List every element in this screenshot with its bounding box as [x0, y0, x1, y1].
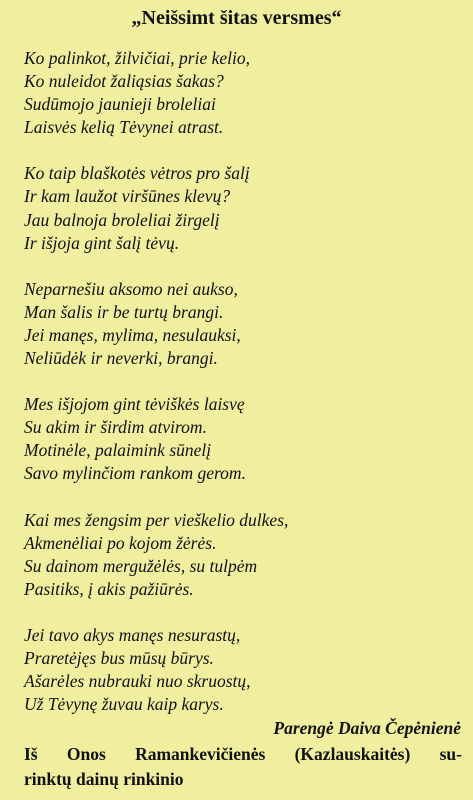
verse-line: Su dainom mergužėlės, su tulpėm	[24, 555, 258, 576]
verse-line: Kai mes žengsim per vieškelio dulkes,	[24, 509, 289, 530]
stanza	[24, 393, 464, 485]
poem-title: „Neišsimt šitas versmes“	[131, 7, 342, 29]
source-word: Iš	[24, 744, 38, 764]
verse-line: Neparnešiu aksomo nei aukso,	[24, 278, 238, 299]
verse-line: Pasitiks, į akis pažiūrės.	[24, 578, 194, 599]
verse-line: Sudūmojo jaunieji broleliai	[24, 94, 216, 115]
verse-line: Mes išjojom gint tėviškės laisvę	[24, 394, 245, 415]
stanza	[24, 278, 464, 370]
verse-line: Ko nuleidot žaliąsias šakas?	[24, 71, 224, 92]
verse-line: Ko taip blaškotės vėtros pro šalį	[24, 163, 250, 184]
source-line-2: rinktų dainų rinkinio	[24, 769, 184, 789]
verse-line: Ašarėles nubrauki nuo skruostų,	[24, 671, 251, 692]
verse-line: Už Tėvynę žuvau kaip karys.	[24, 694, 224, 715]
stanza	[24, 162, 464, 254]
verse-line: Jau balnoja broleliai žirgelį	[24, 209, 220, 230]
verse-line: Ko palinkot, žilvičiai, prie kelio,	[24, 48, 251, 68]
poem-body	[24, 47, 464, 739]
author-credit: Parengė Daiva Čepėnienė	[273, 718, 461, 738]
verse-line: Motinėle, palaimink sūnelį	[24, 440, 212, 461]
verse-line: Savo mylinčiom rankom gerom.	[24, 463, 246, 484]
verse-line: Neliūdėk ir neverki, brangi.	[24, 348, 218, 369]
verse-line: Akmenėliai po kojom žėrės.	[24, 532, 217, 553]
source-word: (Kazlauskaitės)	[294, 744, 411, 764]
source-word: Onos	[66, 744, 106, 764]
verse-line: Ir išjoja gint šalį tėvų.	[24, 232, 180, 253]
verse-line: Su akim ir širdim atvirom.	[24, 417, 207, 438]
source-word: Ramankevičienės	[135, 744, 266, 764]
source-word: su-	[439, 744, 462, 764]
source-line-1	[24, 742, 462, 767]
verse-line: Man šalis ir be turtų brangi.	[24, 301, 224, 322]
stanza	[24, 47, 464, 139]
verse-line: Ir kam laužot viršūnes klevų?	[24, 186, 231, 207]
verse-line: Jei manęs, mylima, nesulauksi,	[24, 324, 241, 345]
stanza	[24, 509, 464, 601]
verse-line: Laisvės kelią Tėvynei atrast.	[24, 117, 224, 138]
stanza	[24, 624, 464, 716]
source-note	[24, 742, 462, 792]
verse-line: Praretėjęs bus mūsų būrys.	[24, 647, 214, 668]
verse-line: Jei tavo akys manęs nesurastų,	[24, 624, 241, 645]
